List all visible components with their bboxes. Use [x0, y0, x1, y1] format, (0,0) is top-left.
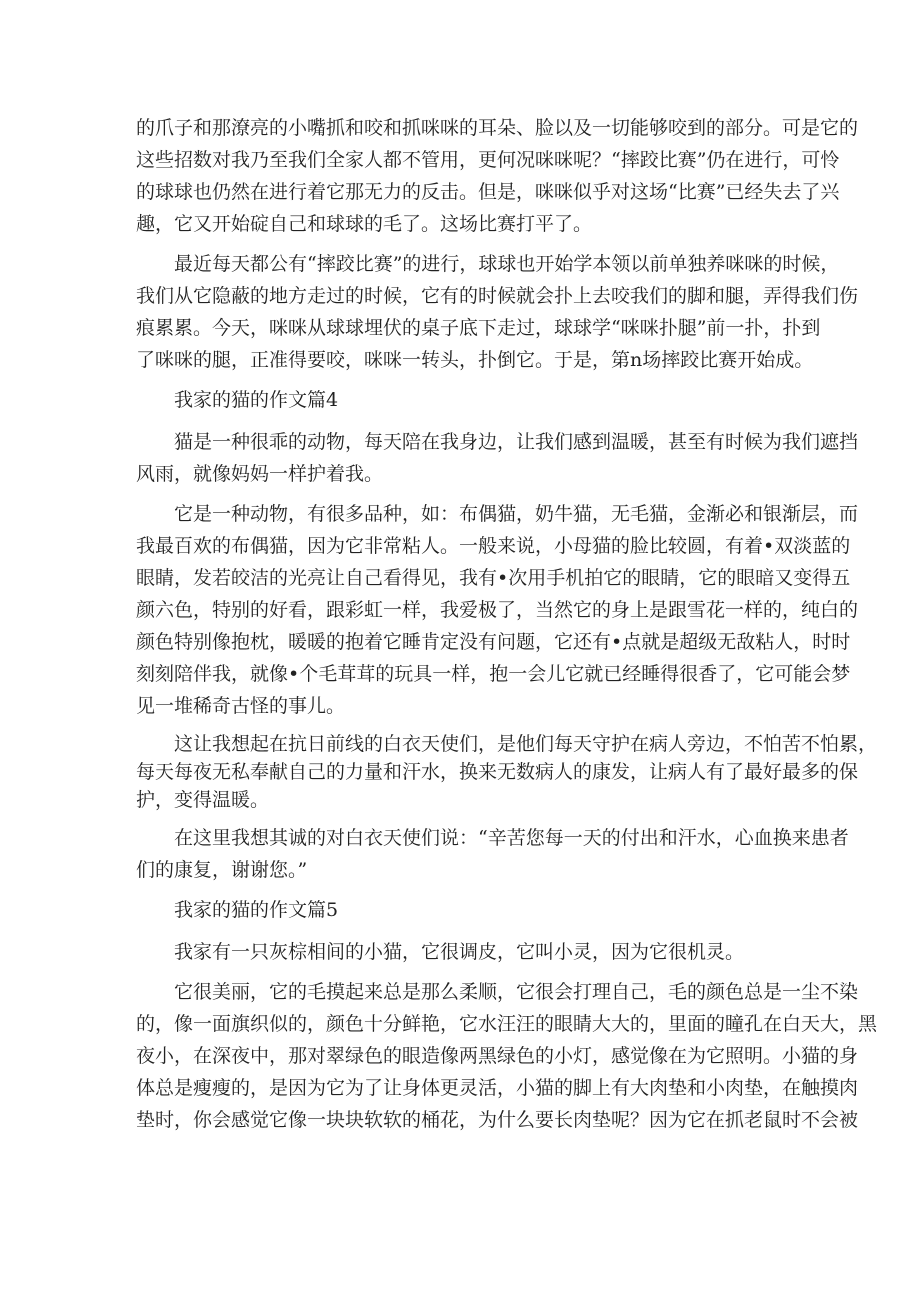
text-line: 护，变得温暖。	[136, 789, 270, 811]
text-line: 眼睛，发若皎洁的光亮让自己看得见，我有•次用手机拍它的眼睛，它的眼暗又变得五	[136, 567, 851, 589]
spacer	[136, 376, 784, 384]
text-line: 猫是一种很乖的动物，每天陪在我身边，让我们感到温暖，甚至有时候为我们遮挡	[136, 431, 859, 453]
paragraph	[136, 936, 784, 968]
paragraph	[136, 730, 878, 814]
text-line: 它很美丽，它的毛摸起来总是那么柔顺，它很会打理自己，毛的颜色总是一尘不染	[136, 981, 859, 1003]
spacer	[136, 926, 784, 936]
text-line: 风雨，就像妈妈一样护着我。	[136, 463, 384, 485]
text-line: 的，像一面旗织似的，颜色十分鲜艳，它水汪汪的眼睛大大的，里面的瞳孔在白天大，黑	[136, 1013, 878, 1035]
text-line: 刻刻陪伴我，就像•个毛茸茸的玩具一样，抱一会儿它就已经睡得很香了，它可能会梦	[136, 663, 851, 685]
text-line: 颜六色，特别的好看，跟彩虹一样，我爱极了，当然它的身上是跟雪花一样的，纯白的	[136, 599, 859, 621]
spacer	[136, 1136, 784, 1144]
text-line: 我家有一只灰棕相间的小猫，它很调皮，它叫小灵，因为它很机灵。	[136, 941, 745, 963]
text-line: 颜色特别像抱枕，暖暖的抱着它睡肯定没有问题，它还有•点就是超级无敌粘人，时时	[136, 631, 851, 653]
text-line: 痕累累。今天，咪咪从球球埋伏的桌子底下走过，球球学“咪咪扑腿”前一扑，扑到	[136, 317, 821, 339]
text-line: 垫时，你会感觉它像一块块软软的桶花，为什么要长肉垫呢？因为它在抓老鼠时不会被	[136, 1109, 859, 1131]
spacer	[136, 814, 784, 822]
text-line: 最近每天都公有“摔跤比赛”的进行，球球也开始学本领以前单独养咪咪的时候，	[136, 253, 840, 275]
text-line: 我最百欢的布偶猫，因为它非常粘人。一般来说，小母猫的脸比较圆，有着•双淡蓝的	[136, 535, 851, 557]
paragraph	[136, 426, 859, 490]
text-line: 这些招数对我乃至我们全家人都不管用，更何况咪咪呢？“摔跤比赛”仍在进行，可怜	[136, 149, 840, 171]
spacer	[136, 886, 784, 894]
paragraph	[136, 248, 859, 376]
text-line: 夜小，在深夜中，那对翠绿色的眼造像两黑绿色的小灯，感觉像在为它照明。小猫的身	[136, 1045, 859, 1067]
paragraph	[136, 822, 849, 886]
spacer	[136, 240, 784, 248]
text-line: 趣，它又开始碇自己和球球的毛了。这场比赛打平了。	[136, 213, 593, 235]
spacer	[136, 722, 784, 730]
paragraph	[136, 498, 859, 722]
spacer	[136, 490, 784, 498]
section-heading: 我家的猫的作文篇5	[174, 899, 339, 921]
text-line: 的球球也仍然在进行着它那无力的反击。但是，咪咪似乎对这场“比赛”已经失去了兴	[136, 181, 840, 203]
paragraph	[136, 112, 859, 240]
text-line: 我们从它隐蔽的地方走过的时候，它有的时候就会扑上去咬我们的脚和腿，弄得我们伤	[136, 285, 859, 307]
text-line: 的爪子和那潦亮的小嘴抓和咬和抓咪咪的耳朵、脸以及一切能够咬到的部分。可是它的	[136, 117, 859, 139]
text-line: 见一堆稀奇古怪的事儿。	[136, 695, 346, 717]
spacer	[136, 968, 784, 976]
document-body	[136, 112, 878, 1144]
text-line: 它是一种动物，有很多品种，如：布偶猫，奶牛猫，无毛猫，金渐必和银渐层，而	[136, 503, 859, 525]
spacer	[136, 416, 784, 426]
section-heading: 我家的猫的作文篇4	[174, 389, 339, 411]
text-line: 每天每夜无私奉献自己的力量和汗水，换来无数病人的康发，让病人有了最好最多的保	[136, 761, 859, 783]
text-line: 体总是瘦瘦的，是因为它为了让身体更灵活，小猫的脚上有大肉垫和小肉垫，在触摸肉	[136, 1077, 859, 1099]
text-line: 在这里我想其诚的对白衣天使们说：“辛苦您每一天的付出和汗水，心血换来患者	[136, 827, 849, 849]
paragraph	[136, 976, 878, 1136]
text-line: 们的康复，谢谢您。”	[136, 859, 308, 881]
text-line: 这让我想起在抗日前线的白衣天使们，是他们每天守护在病人旁边，不怕苦不怕累，	[136, 733, 878, 755]
text-line: 了咪咪的腿，正准得要咬，咪咪一转头，扑倒它。于是，第n场摔跤比赛开始成。	[136, 349, 814, 371]
